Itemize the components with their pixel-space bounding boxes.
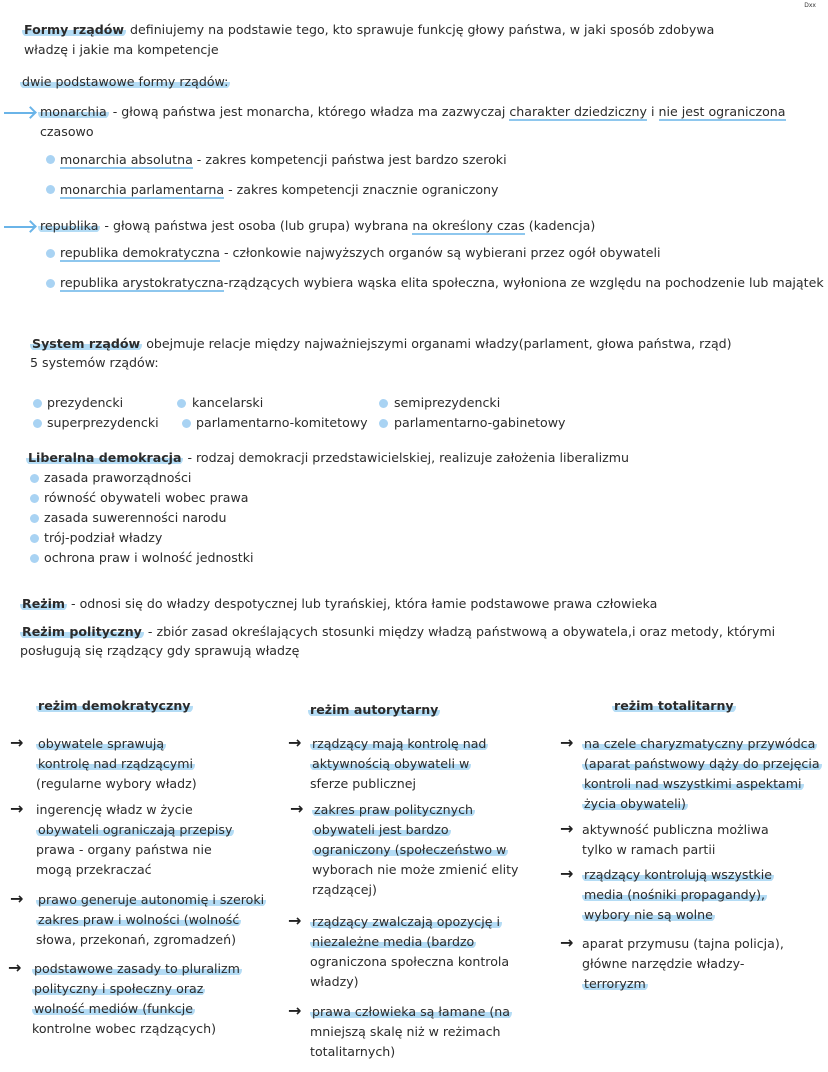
- item-line: zakres praw i wolności (wolność: [38, 912, 240, 927]
- term-system-rzadow: System rządów: [32, 336, 141, 351]
- monarchy-hl-2: nie jest ograniczona: [658, 104, 786, 119]
- system-line-2: 5 systemów rządów:: [30, 355, 159, 370]
- intro-line-1: [22, 20, 714, 40]
- liberal-line: [26, 448, 629, 468]
- democratic-item: [32, 959, 242, 1039]
- term-republika-demokratyczna: republika demokratyczna: [60, 245, 220, 260]
- system-text: obejmuje relacje między najważniejszymi organami władzy(parlament, głowa państwa, rząd): [142, 336, 732, 351]
- intro-text: definiujemy na podstawie tego, kto sprawuje funkcję głowy państwa, w jaki sposób zdobywa: [126, 22, 715, 37]
- item-line: obywatele sprawują: [38, 736, 165, 751]
- column-title-text: reżim demokratyczny: [38, 698, 191, 713]
- term-republika-arystokratyczna: republika arystokratyczna: [60, 275, 224, 290]
- column-title-authoritarian: [308, 700, 440, 720]
- authoritarian-item: [310, 1002, 512, 1062]
- liberal-item: zasada praworządności: [44, 470, 192, 485]
- item-line: sferze publicznej: [310, 776, 417, 791]
- arrow-icon: →: [560, 733, 574, 752]
- authoritarian-item: [310, 912, 509, 992]
- term-monarchia-absolutna: monarchia absolutna: [60, 152, 193, 167]
- totalitarian-item: [582, 865, 774, 925]
- liberal-item: trój-podział władzy: [44, 530, 163, 545]
- system-item: kancelarski: [192, 395, 264, 410]
- two-forms-heading: [20, 72, 230, 92]
- regime-line: [20, 594, 657, 614]
- monarchy-sub-2-text: - zakres kompetencji znacznie ograniczony: [224, 182, 499, 197]
- bullet-dot: [46, 279, 55, 288]
- item-line: prawa - organy państwa nie: [36, 842, 212, 857]
- regime-text: - odnosi się do władzy despotycznej lub tyrańskiej, która łamie podstawowe prawa człowieka: [67, 596, 658, 611]
- item-line: na czele charyzmatyczny przywódca: [584, 736, 816, 751]
- monarchy-line-2: czasowo: [40, 124, 94, 139]
- republic-sub-1-text: - członkowie najwyższych organów są wybierani przez ogół obywateli: [219, 245, 661, 260]
- item-line: wybory nie są wolne: [584, 907, 713, 922]
- item-line: podstawowe zasady to pluralizm: [34, 961, 240, 976]
- item-line: kontroli nad wszystkimi aspektami: [584, 776, 802, 791]
- bullet-dot: [46, 185, 55, 194]
- arrow-icon: →: [10, 889, 24, 908]
- bullet-dot: [30, 514, 39, 523]
- system-line: [30, 334, 732, 354]
- item-line: kontrolne wobec rządzących): [32, 1021, 217, 1036]
- item-line: totalitarnych): [310, 1044, 396, 1059]
- bullet-dot: [379, 419, 388, 428]
- two-forms-heading-text: dwie podstawowe formy rządów:: [22, 74, 229, 89]
- bullet-dot: [46, 249, 55, 258]
- liberal-item: ochrona praw i wolność jednostki: [44, 550, 254, 565]
- arrow-icon: →: [288, 911, 302, 930]
- arrow-icon: →: [560, 933, 574, 952]
- bullet-dot: [30, 554, 39, 563]
- political-regime-line: [20, 622, 775, 642]
- item-line: mniejszą skalę niż w reżimach: [310, 1024, 501, 1039]
- monarchy-text-1: - głową państwa jest monarcha, którego władza ma zazwyczaj: [108, 104, 510, 119]
- term-monarchia-parlamentarna: monarchia parlamentarna: [60, 182, 225, 197]
- monarchy-hl-1: charakter dziedziczny: [509, 104, 647, 119]
- item-line: obywateli jest bardzo: [314, 822, 449, 837]
- liberal-item: zasada suwerenności narodu: [44, 510, 227, 525]
- authoritarian-item: [310, 734, 488, 794]
- monarchy-text-2: i: [646, 104, 659, 119]
- bullet-dot: [30, 534, 39, 543]
- item-line: tylko w ramach partii: [582, 842, 716, 857]
- item-line: (regularne wybory władz): [36, 776, 197, 791]
- term-rezim: Reżim: [22, 596, 66, 611]
- term-liberalna-demokracja: Liberalna demokracja: [28, 450, 182, 465]
- item-line: prawa człowieka są łamane (na: [312, 1004, 510, 1019]
- item-line: kontrolę nad rządzącymi: [38, 756, 193, 771]
- liberal-text: - rodzaj demokracji przedstawicielskiej, realizuje założenia liberalizmu: [183, 450, 629, 465]
- item-line: rządzący zwalczają opozycję i: [312, 914, 500, 929]
- item-line: niezależne media (bardzo: [312, 934, 475, 949]
- item-line: rządzący kontrolują wszystkie: [584, 867, 772, 882]
- item-line: ograniczona społeczna kontrola: [310, 954, 510, 969]
- system-item: parlamentarno-gabinetowy: [394, 415, 566, 430]
- arrow-icon: [4, 112, 34, 114]
- column-title-text: reżim totalitarny: [614, 698, 734, 713]
- item-line: aktywność publiczna możliwa: [582, 822, 769, 837]
- system-item: superprezydencki: [47, 415, 159, 430]
- monarchy-sub-2: [60, 180, 499, 200]
- republic-text-1: - głową państwa jest osoba (lub grupa) wybrana: [100, 218, 413, 233]
- bullet-dot: [177, 399, 186, 408]
- democratic-item: [36, 734, 197, 794]
- bullet-dot: [46, 155, 55, 164]
- item-line: wolność mediów (funkcje: [34, 1001, 193, 1016]
- totalitarian-item: [582, 734, 822, 814]
- arrow-icon: [4, 226, 34, 228]
- item-line: terroryzm: [584, 976, 646, 991]
- monarchy-line: [38, 102, 786, 122]
- arrow-icon: →: [288, 733, 302, 752]
- term-rezim-polityczny: Reżim polityczny: [22, 624, 142, 639]
- bullet-dot: [182, 419, 191, 428]
- system-item: prezydencki: [47, 395, 124, 410]
- term-monarchia: monarchia: [40, 104, 107, 119]
- political-regime-text: - zbiór zasad określających stosunki między władzą państwową a obywatela,i oraz metody, którymi: [143, 624, 776, 639]
- republic-sub-2: [60, 273, 824, 293]
- column-title-democratic: [36, 696, 193, 716]
- bullet-dot: [33, 419, 42, 428]
- term-formy-rzadow: Formy rządów: [24, 22, 125, 37]
- item-line: mogą przekraczać: [36, 862, 152, 877]
- item-line: prawo generuje autonomię i szeroki: [38, 892, 265, 907]
- item-line: rządzącej): [312, 882, 377, 897]
- column-title-totalitarian: [612, 696, 736, 716]
- intro-line-2: władzę i jakie ma kompetencje: [24, 42, 219, 57]
- arrow-icon: →: [10, 733, 24, 752]
- democratic-item: [36, 890, 266, 950]
- item-line: wyborach nie może zmienić elity: [312, 862, 519, 877]
- item-line: (aparat państwowy dąży do przejęcia: [584, 756, 820, 771]
- totalitarian-item: [582, 820, 769, 860]
- arrow-icon: →: [10, 799, 24, 818]
- democratic-item: [36, 800, 234, 880]
- item-line: ingerencję władz w życie: [36, 802, 193, 817]
- arrow-icon: →: [288, 1001, 302, 1020]
- arrow-icon: →: [8, 958, 22, 977]
- item-line: ograniczony (społeczeństwo w: [314, 842, 507, 857]
- republic-line: [38, 216, 595, 236]
- system-item: semiprezydencki: [394, 395, 501, 410]
- column-title-text: reżim autorytarny: [310, 702, 439, 717]
- republic-sub-2-text: -rządzących wybiera wąska elita społeczna, wyłoniona ze względu na pochodzenie lub majątek: [223, 275, 824, 290]
- term-republika: republika: [40, 218, 99, 233]
- bullet-dot: [30, 474, 39, 483]
- republic-sub-1: [60, 243, 661, 263]
- item-line: aktywnością obywateli w: [312, 756, 470, 771]
- monarchy-sub-1-text: - zakres kompetencji państwa jest bardzo szeroki: [192, 152, 507, 167]
- bullet-dot: [379, 399, 388, 408]
- item-line: słowa, przekonań, zgromadzeń): [36, 932, 237, 947]
- monarchy-sub-1: [60, 150, 507, 170]
- arrow-icon: →: [560, 864, 574, 883]
- republic-text-2: (kadencja): [524, 218, 596, 233]
- arrow-icon: →: [290, 799, 304, 818]
- bullet-dot: [33, 399, 42, 408]
- totalitarian-item: [582, 934, 784, 994]
- item-line: zakres praw politycznych: [314, 802, 473, 817]
- authoritarian-item: [312, 800, 519, 900]
- arrow-icon: →: [560, 819, 574, 838]
- item-line: obywateli ograniczają przepisy: [38, 822, 233, 837]
- corner-logo: Dxx: [804, 2, 816, 9]
- item-line: główne narzędzie władzy-: [582, 956, 745, 971]
- republic-hl-1: na określony czas: [412, 218, 525, 233]
- political-regime-line-2: posługują się rządzący gdy sprawują władzę: [20, 643, 300, 658]
- item-line: aparat przymusu (tajna policja),: [582, 936, 784, 951]
- item-line: życia obywateli): [584, 796, 686, 811]
- liberal-item: równość obywateli wobec prawa: [44, 490, 249, 505]
- item-line: władzy): [310, 974, 359, 989]
- system-item: parlamentarno-komitetowy: [196, 415, 368, 430]
- item-line: polityczny i społeczny oraz: [34, 981, 204, 996]
- item-line: rządzący mają kontrolę nad: [312, 736, 487, 751]
- item-line: media (nośniki propagandy),: [584, 887, 766, 902]
- bullet-dot: [30, 494, 39, 503]
